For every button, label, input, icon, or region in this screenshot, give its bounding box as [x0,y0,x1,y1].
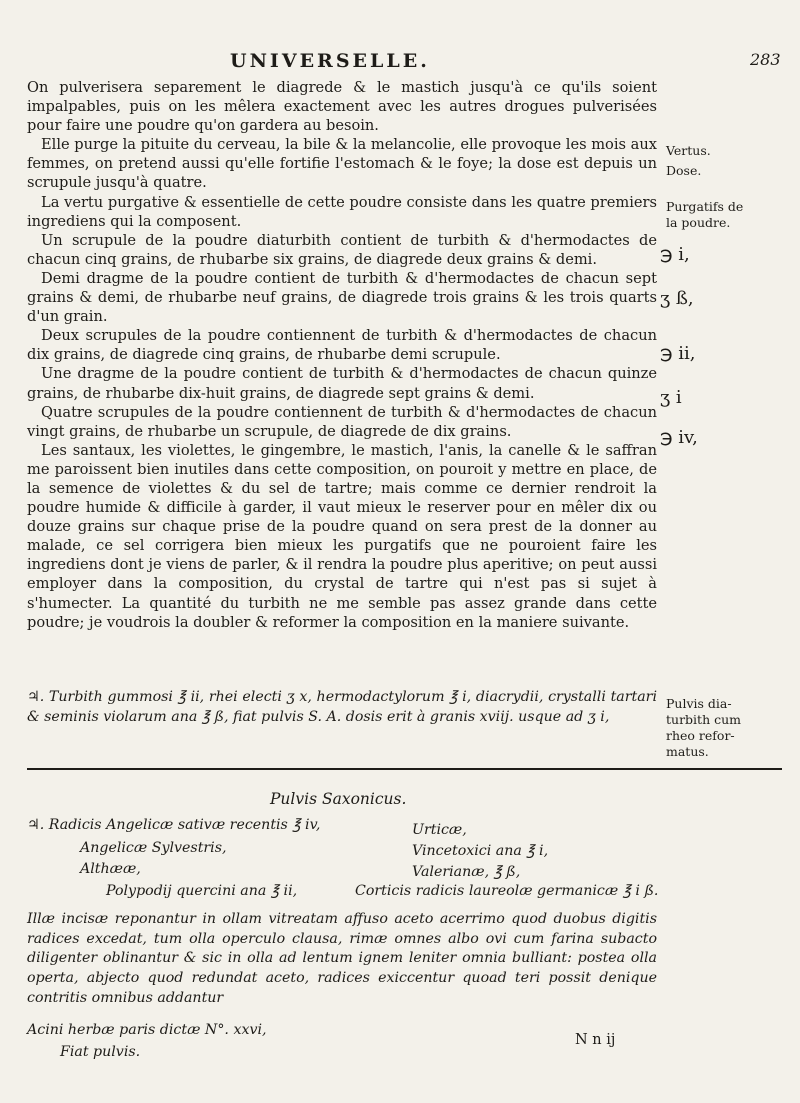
paragraph: On pulverisera separement le diagrede & le mastich jusqu'à ce qu'ils soient impalpables, puis on les mêlera exactement avec les autres drogues pulverisées pour faire une poudre qu'on gardera au besoin. [27,79,657,135]
ingredient-right: Urticæ, [412,822,467,838]
page-number: 283 [750,50,781,69]
paragraph: Elle purge la pituite du cerveau, la bile & la melancolie, elle provoque les mois aux femmes, on pretend aussi qu'elle fortifie l'estomach & le foye; la dose est depuis un scrupule jusqu'à quatre. [27,136,657,192]
preparation-instructions [27,910,657,1009]
dose-mark: ʒ i [660,387,682,408]
dose-mark: ℈ ii, [660,343,696,364]
margin-note-pulvis-2: turbith cum [666,712,741,727]
margin-note-pulvis-3: rheo refor- [666,728,735,743]
paragraph: Demi dragme de la poudre contient de turbith & d'hermodactes de chacun sept grains & demi, de rhubarbe neuf grains, de diagrede trois grains & les trois quarts d'un grain. [27,269,657,326]
paragraph: La vertu purgative & essentielle de cette poudre consiste dans les quatre premiers ingrediens qui la composent. [27,193,657,230]
running-head: UNIVERSELLE. [230,50,430,72]
dose-mark: ʒ ß, [660,288,694,309]
margin-note-pulvis-1: Pulvis dia- [666,696,732,711]
signature-mark: N n ij [575,1032,616,1048]
section-title: Pulvis Saxonicus. [270,790,407,808]
ingredient-left: Althææ, [80,861,141,877]
acini-line: Acini herbæ paris dictæ N°. xxvi, [27,1022,267,1038]
margin-note-purgatifs-1: Purgatifs de [666,199,744,214]
ingredient-left: Angelicæ Sylvestris, [80,840,227,856]
paragraph: Deux scrupules de la poudre contiennent de turbith & d'hermodactes de chacun dix grains, de diagrede cinq grains, de rhubarbe demi scrupule. [27,327,657,364]
dose-mark: ℈ i, [660,244,690,265]
margin-note-purgatifs-2: la poudre. [666,215,731,230]
ingredient-right: Corticis radicis laureolæ germanicæ ℥ i ß. [355,883,659,899]
section-divider [27,768,782,770]
recipe-diaturbith: ♃. Turbith gummosi ℥ ii, rhei electi ʒ x, hermodactylorum ℥ i, diacrydii, crystalli tartari & seminis violarum ana ℥ ß, fiat pulvis S. A. dosis erit à granis xviij. usque ad ʒ i, [27,689,657,725]
main-text [27,78,657,632]
ingredient-left: Polypodij quercini ana ℥ ii, [106,883,298,899]
fiat-line: Fiat pulvis. [60,1044,141,1060]
margin-note-vertus: Vertus. [666,143,711,158]
ingredient-right: Valerianæ, ℥ ß, [412,864,521,880]
instructions-text: Illæ incisæ reponantur in ollam vitreatam affuso aceto acerrimo quod duobus digitis radices excedat, tum olla operculo clausa, rimæ omnes albo ovi cum farina subacto diligenter oblinantur & sic in olla ad lentum ignem leniter omnia bulliant: postea olla operta, abjecto quod redundat aceto, radices exiccentur quoad teri possit denique contritis omnibus addantur [27,911,657,1006]
paragraph: Les santaux, les violettes, le gingembre, le mastich, l'anis, la canelle & le saffran me paroissent bien inutiles dans cette composition, on pouroit y mettre en place, de la semence de violettes & du sel de tartre; mais comme ce dernier rendroit la poudre humide & difficile à garder, il vaut mieux le reserver pour en mêler dix ou douze grains sur chaque prise de la poudre quand on sera prest de la donner au malade, ce sel corrigera bien mieux les purgatifs que ne pouroient faire les ingrediens dont je viens de parler, & il rendra la poudre plus aperitive; on peut aussi employer dans la composition, du crystal de tartre qui n'est pas si sujet à s'humecter. La quantité du turbith ne me semble pas assez grande dans cette poudre; je voudrois la doubler & reformer la composition en la maniere suivante. [27,441,657,631]
ingredient-left: ♃. Radicis Angelicæ sativæ recentis ℥ iv, [27,817,321,833]
paragraph: Un scrupule de la poudre diaturbith contient de turbith & d'hermodactes de chacun cinq grains, de rhubarbe six grains, de diagrede deux grains & demi. [27,231,657,268]
margin-note-pulvis-4: matus. [666,744,709,759]
paragraph: Quatre scrupules de la poudre contiennent de turbith & d'hermodactes de chacun vingt grains, de rhubarbe un scrupule, de diagrede de dix grains. [27,403,657,440]
dose-mark: ℈ iv, [660,427,698,448]
ingredient-right: Vincetoxici ana ℥ i, [412,843,549,859]
paragraph: Une dragme de la poudre contient de turbith & d'hermodactes de chacun quinze grains, de rhubarbe dix-huit grains, de diagrede sept grains & demi. [27,365,657,402]
margin-note-dose: Dose. [666,163,702,178]
